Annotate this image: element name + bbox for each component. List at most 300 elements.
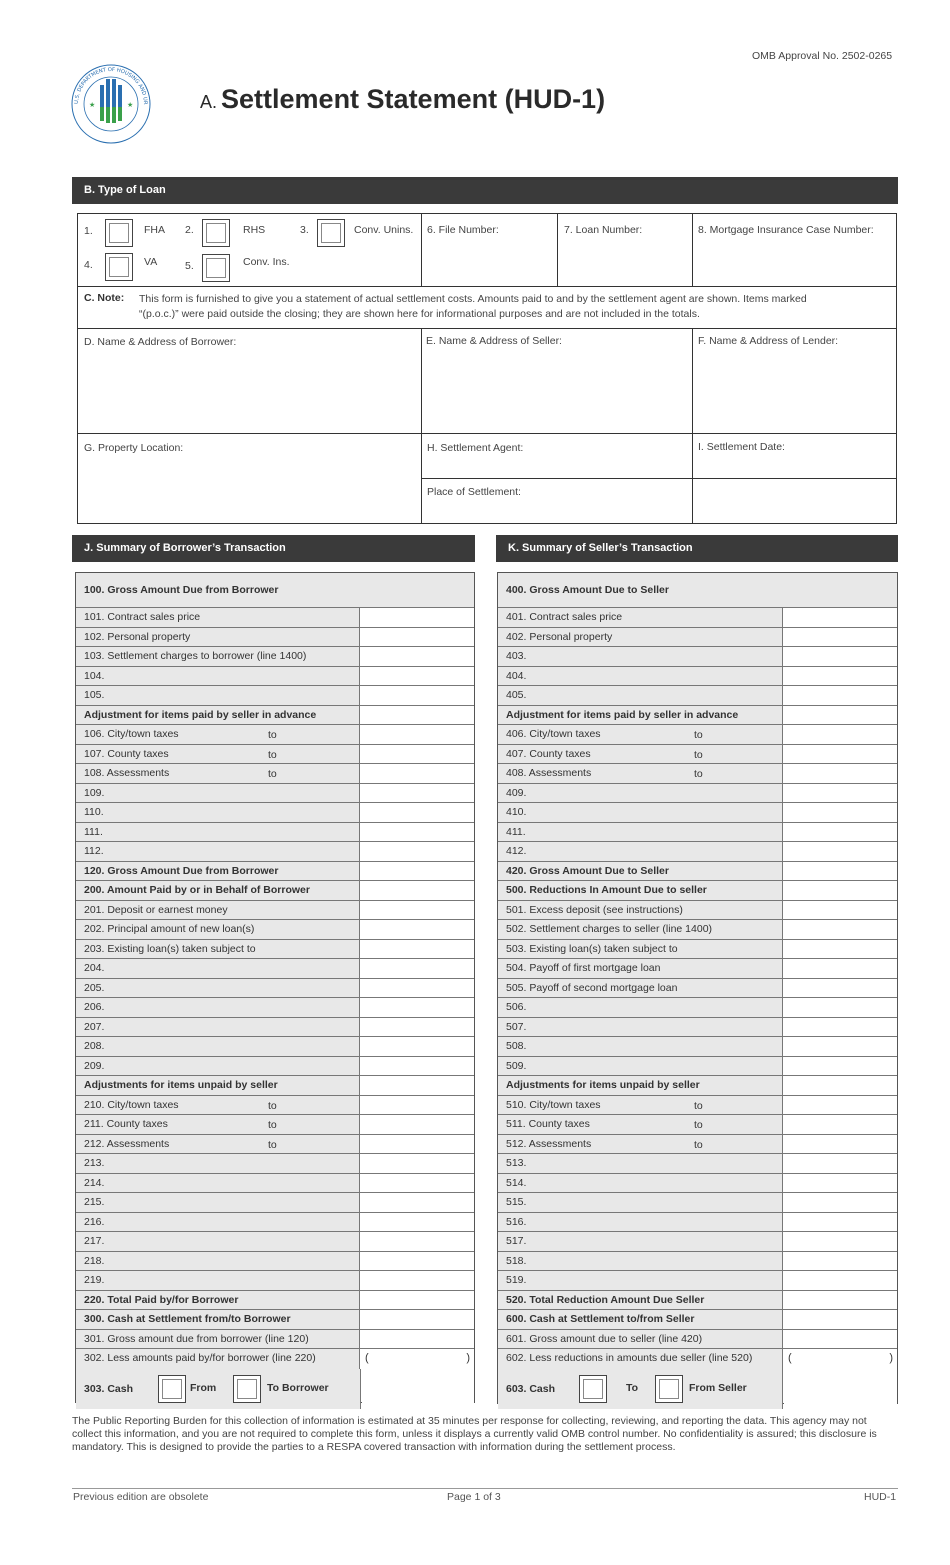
amount-field[interactable] (361, 1291, 474, 1310)
row-description: 401. Contract sales price (498, 608, 783, 627)
amount-field[interactable] (361, 764, 474, 783)
amount-field[interactable] (784, 1213, 897, 1232)
row-description: 602. Less reductions in amounts due seller (line 520) (498, 1349, 783, 1369)
cash-from-checkbox[interactable] (158, 1375, 186, 1403)
amount-field[interactable] (361, 1115, 474, 1134)
amount-field[interactable] (361, 1154, 474, 1173)
table-row (498, 628, 897, 648)
amount-field[interactable] (784, 628, 897, 647)
row-description: 500. Reductions In Amount Due to seller (498, 881, 783, 900)
table-row (76, 1232, 474, 1252)
borrower-summary-bar: J. Summary of Borrower’s Transaction (72, 535, 475, 562)
amount-field[interactable] (784, 920, 897, 939)
row-description: 204. (76, 959, 360, 978)
row-description: 518. (498, 1252, 783, 1271)
row-description: 220. Total Paid by/for Borrower (76, 1291, 360, 1310)
amount-field[interactable] (361, 1174, 474, 1193)
table-row (76, 706, 474, 726)
table-row (498, 901, 897, 921)
table-row (76, 1310, 474, 1330)
row-description: 300. Cash at Settlement from/to Borrower (76, 1310, 360, 1329)
fha-checkbox[interactable] (105, 219, 133, 247)
page-title (200, 84, 605, 115)
amount-field[interactable] (361, 862, 474, 881)
property-location-label: G. Property Location: (84, 442, 184, 454)
amount-field[interactable] (784, 784, 897, 803)
row-description: 405. (498, 686, 783, 705)
note-section (78, 287, 897, 329)
loan-option-num: 3. (300, 224, 309, 236)
row-description: 206. (76, 998, 360, 1017)
amount-field[interactable] (784, 979, 897, 998)
table-row (76, 647, 474, 667)
row-description: 519. (498, 1271, 783, 1290)
amount-field[interactable] (784, 1018, 897, 1037)
amount-field[interactable] (361, 1310, 474, 1329)
amount-field[interactable] (361, 1096, 474, 1115)
row-description: 200. Amount Paid by or in Behalf of Borrower (76, 881, 360, 900)
table-header: 100. Gross Amount Due from Borrower (76, 573, 474, 608)
amount-field[interactable] (784, 959, 897, 978)
table-row (498, 979, 897, 999)
amount-field[interactable] (784, 1037, 897, 1056)
amount-field[interactable] (784, 1057, 897, 1076)
loan-number-field[interactable] (558, 214, 693, 287)
row-description: 601. Gross amount due to seller (line 420) (498, 1330, 783, 1349)
amount-field[interactable] (784, 1310, 897, 1329)
settlement-date-field[interactable] (693, 434, 897, 479)
loan-option-num: 4. (84, 259, 93, 271)
table-row (76, 1330, 474, 1350)
amount-field[interactable] (361, 1213, 474, 1232)
table-row (76, 901, 474, 921)
row-description: 112. (76, 842, 360, 861)
loan-number-label: 7. Loan Number: (564, 224, 643, 236)
row-description: 110. (76, 803, 360, 822)
table-row (76, 1096, 474, 1116)
table-row (76, 1213, 474, 1233)
borrower-label: D. Name & Address of Borrower: (84, 336, 237, 348)
row-description: 209. (76, 1057, 360, 1076)
amount-field[interactable] (361, 1135, 474, 1154)
footer-form-id: HUD-1 (864, 1491, 897, 1503)
row-description: 202. Principal amount of new loan(s) (76, 920, 360, 939)
table-row (76, 823, 474, 843)
row-description: 215. (76, 1193, 360, 1212)
row-description: 506. (498, 998, 783, 1017)
burden-statement: The Public Reporting Burden for this collection of information is estimated at 35 minutes per response for collecting, reviewing, and reporting the data. This agency may not collect this information, and you are not required to complete this form, unless it displays a currently valid OMB control number. No confidentiality is assured; this disclosure is mandatory. This is designed to provide the parties to a RESPA covered transaction with information during the settlement process. (72, 1415, 877, 1453)
amount-field[interactable] (784, 1291, 897, 1310)
cash-to-checkbox[interactable] (579, 1375, 607, 1403)
lender-field[interactable] (693, 329, 897, 434)
row-description: Adjustments for items unpaid by seller (76, 1076, 360, 1095)
table-row (76, 745, 474, 765)
row-description: 412. (498, 842, 783, 861)
footer-divider (72, 1488, 898, 1489)
table-row (498, 1096, 897, 1116)
table-row (76, 920, 474, 940)
amount-field[interactable] (361, 706, 474, 725)
amount-field[interactable] (361, 1037, 474, 1056)
table-row (76, 803, 474, 823)
row-description: 513. (498, 1154, 783, 1173)
table-row (76, 608, 474, 628)
table-row (498, 959, 897, 979)
table-row (76, 1115, 474, 1135)
row-description: 409. (498, 784, 783, 803)
amount-field[interactable] (361, 1018, 474, 1037)
amount-field[interactable] (361, 940, 474, 959)
table-row (498, 784, 897, 804)
row-description: 510. City/town taxes (498, 1096, 783, 1115)
row-description: 101. Contract sales price (76, 608, 360, 627)
table-row (76, 667, 474, 687)
paren-close: ) (466, 1352, 470, 1364)
row-description: 420. Gross Amount Due to Seller (498, 862, 783, 881)
place-of-settlement-field[interactable] (422, 479, 693, 524)
amount-field[interactable] (784, 764, 897, 783)
row-description: 404. (498, 667, 783, 686)
table-row (498, 1018, 897, 1038)
conv-ins-label: Conv. Ins. (243, 256, 290, 268)
row-description: Adjustments for items unpaid by seller (498, 1076, 783, 1095)
table-row (76, 998, 474, 1018)
amount-field[interactable] (784, 1076, 897, 1095)
table-row (498, 842, 897, 862)
loan-info-box (77, 213, 897, 524)
table-row (76, 940, 474, 960)
row-description: 107. County taxes (76, 745, 360, 764)
amount-field[interactable] (361, 1252, 474, 1271)
seller-field[interactable] (422, 329, 693, 434)
amount-field[interactable] (784, 940, 897, 959)
footer-obsolete-note: Previous edition are obsolete (73, 1491, 209, 1503)
loan-option-num: 2. (185, 224, 194, 236)
row-description: 203. Existing loan(s) taken subject to (76, 940, 360, 959)
table-row (498, 686, 897, 706)
conv-ins-checkbox[interactable] (202, 254, 230, 282)
table-row (498, 1330, 897, 1350)
seal-text: U.S. DEPARTMENT OF HOUSING AND UR (73, 66, 149, 105)
row-description: 217. (76, 1232, 360, 1251)
table-row (498, 725, 897, 745)
table-row (76, 725, 474, 745)
row-description: 407. County taxes (498, 745, 783, 764)
row-description: 503. Existing loan(s) taken subject to (498, 940, 783, 959)
row-description: 504. Payoff of first mortgage loan (498, 959, 783, 978)
settlement-agent-field[interactable] (422, 434, 693, 479)
table-row (498, 881, 897, 901)
row-description: 104. (76, 667, 360, 686)
title-prefix: A. (200, 92, 218, 112)
date-range-to-label: to (268, 748, 277, 761)
row-description: 408. Assessments (498, 764, 783, 783)
amount-field[interactable] (361, 920, 474, 939)
table-row (76, 628, 474, 648)
table-row (498, 1154, 897, 1174)
table-row (76, 1271, 474, 1291)
amount-field[interactable] (361, 1349, 474, 1369)
amount-field[interactable] (361, 901, 474, 920)
table-row (498, 706, 897, 726)
amount-field[interactable] (784, 1096, 897, 1115)
table-row (76, 1349, 474, 1369)
borrower-summary-table (75, 572, 475, 1403)
table-row (498, 1076, 897, 1096)
amount-field[interactable] (361, 628, 474, 647)
amount-field[interactable] (784, 706, 897, 725)
property-location-field[interactable] (78, 434, 422, 524)
row-description: 512. Assessments (498, 1135, 783, 1154)
date-range-to-label: to (694, 768, 703, 780)
table-row (498, 764, 897, 784)
borrower-field[interactable] (78, 329, 422, 434)
amount-field[interactable] (784, 1232, 897, 1251)
table-row (498, 1232, 897, 1252)
svg-text:★: ★ (89, 101, 96, 109)
amount-field[interactable] (361, 686, 474, 705)
table-row (76, 1037, 474, 1057)
row-description: 514. (498, 1174, 783, 1193)
svg-text:★: ★ (127, 101, 134, 109)
table-row (498, 1193, 897, 1213)
amount-field[interactable] (361, 842, 474, 861)
row-description: 411. (498, 823, 783, 842)
row-description: 214. (76, 1174, 360, 1193)
settlement-agent-label: H. Settlement Agent: (427, 442, 524, 454)
table-row (76, 784, 474, 804)
table-row (76, 979, 474, 999)
date-range-to-label: to (694, 1119, 703, 1131)
va-checkbox[interactable] (105, 253, 133, 281)
type-of-loan-bar: B. Type of Loan (72, 177, 898, 204)
amount-field[interactable] (361, 979, 474, 998)
cash-from-seller-checkbox[interactable] (655, 1375, 683, 1403)
row-description: 511. County taxes (498, 1115, 783, 1134)
amount-field[interactable] (784, 881, 897, 900)
table-row (76, 959, 474, 979)
amount-field[interactable] (784, 686, 897, 705)
mortgage-case-field[interactable] (693, 214, 897, 287)
amount-field[interactable] (784, 1135, 897, 1154)
table-row (498, 920, 897, 940)
row-description: 213. (76, 1154, 360, 1173)
amount-field[interactable] (784, 803, 897, 822)
date-range-to-label: to (694, 748, 703, 761)
amount-field[interactable] (361, 647, 474, 666)
row-description: 219. (76, 1271, 360, 1290)
row-description: 509. (498, 1057, 783, 1076)
amount-field[interactable] (784, 1252, 897, 1271)
table-row (76, 1018, 474, 1038)
amount-field[interactable] (361, 608, 474, 627)
row-description: 301. Gross amount due from borrower (line 120) (76, 1330, 360, 1349)
table-row (498, 745, 897, 765)
amount-field[interactable] (361, 959, 474, 978)
amount-field[interactable] (361, 725, 474, 744)
seller-summary-table (497, 572, 898, 1404)
row-description: 516. (498, 1213, 783, 1232)
table-row (498, 1037, 897, 1057)
row-description: Adjustment for items paid by seller in advance (76, 706, 360, 725)
amount-field[interactable] (784, 1174, 897, 1193)
table-row (498, 1057, 897, 1077)
table-row (76, 1174, 474, 1194)
row-description: 505. Payoff of second mortgage loan (498, 979, 783, 998)
table-row (76, 1076, 474, 1096)
amount-field[interactable] (361, 1271, 474, 1290)
table-row (498, 998, 897, 1018)
amount-field[interactable] (361, 745, 474, 764)
table-row (498, 1252, 897, 1272)
row-description: Adjustment for items paid by seller in advance (498, 706, 783, 725)
table-row (76, 1135, 474, 1155)
amount-field[interactable] (784, 842, 897, 861)
amount-field[interactable] (784, 647, 897, 666)
row-description: 105. (76, 686, 360, 705)
va-label: VA (144, 256, 158, 268)
row-description: 205. (76, 979, 360, 998)
amount-field[interactable] (784, 823, 897, 842)
loan-option-num: 1. (84, 225, 93, 237)
loan-type-cell (78, 214, 422, 287)
date-range-to-label: to (268, 768, 277, 780)
row-description: 515. (498, 1193, 783, 1212)
seller-summary-bar: K. Summary of Seller’s Transaction (496, 535, 898, 562)
table-row (76, 862, 474, 882)
amount-field[interactable] (784, 1115, 897, 1134)
amount-field[interactable] (361, 823, 474, 842)
table-row (498, 647, 897, 667)
row-description: 103. Settlement charges to borrower (line 1400) (76, 647, 360, 666)
paren-open: ( (365, 1352, 369, 1364)
table-row (498, 1349, 897, 1369)
table-row (76, 1291, 474, 1311)
date-range-to-label: to (694, 729, 703, 741)
date-range-to-label: to (694, 1099, 703, 1112)
table-row (498, 940, 897, 960)
cash-amount-field[interactable] (784, 1369, 897, 1409)
conv-unins-checkbox[interactable] (317, 219, 345, 247)
file-number-field[interactable] (422, 214, 558, 287)
amount-field[interactable] (361, 803, 474, 822)
cash-to-borrower-checkbox[interactable] (233, 1375, 261, 1403)
cash-row (76, 1369, 474, 1409)
cash-to-label: To (626, 1381, 639, 1394)
cash-label: 603. Cash (506, 1382, 556, 1395)
paren-open: ( (788, 1352, 792, 1364)
row-description: 517. (498, 1232, 783, 1251)
amount-field[interactable] (361, 1330, 474, 1349)
table-row (498, 1174, 897, 1194)
row-description: 406. City/town taxes (498, 725, 783, 744)
table-row (76, 1057, 474, 1077)
row-description: 108. Assessments (76, 764, 360, 783)
conv-unins-label: Conv. Unins. (354, 224, 414, 236)
date-range-to-label: to (268, 1099, 277, 1112)
fha-label: FHA (144, 224, 165, 236)
amount-field[interactable] (361, 1232, 474, 1251)
table-row (498, 862, 897, 882)
file-number-label: 6. File Number: (427, 224, 499, 236)
table-row (76, 1252, 474, 1272)
loan-option-num: 5. (185, 260, 194, 272)
rhs-checkbox[interactable] (202, 219, 230, 247)
row-description: 211. County taxes (76, 1115, 360, 1134)
row-description: 109. (76, 784, 360, 803)
omb-approval: OMB Approval No. 2502-0265 (752, 50, 893, 62)
amount-field[interactable] (361, 784, 474, 803)
row-description: 402. Personal property (498, 628, 783, 647)
table-row (498, 1271, 897, 1291)
amount-field[interactable] (784, 901, 897, 920)
table-row (498, 1310, 897, 1330)
row-description: 302. Less amounts paid by/for borrower (line 220) (76, 1349, 360, 1369)
amount-field[interactable] (784, 667, 897, 686)
table-row (76, 1193, 474, 1213)
date-range-to-label: to (268, 1119, 277, 1131)
amount-field[interactable] (784, 1154, 897, 1173)
cash-from-seller-label: From Seller (689, 1381, 747, 1394)
amount-field[interactable] (784, 1330, 897, 1349)
row-description: 102. Personal property (76, 628, 360, 647)
date-range-to-label: to (694, 1138, 703, 1151)
amount-field[interactable] (784, 745, 897, 764)
amount-field[interactable] (361, 1193, 474, 1212)
mortgage-case-label: 8. Mortgage Insurance Case Number: (698, 224, 874, 236)
row-description: 508. (498, 1037, 783, 1056)
amount-field[interactable] (361, 1057, 474, 1076)
amount-field[interactable] (784, 725, 897, 744)
amount-field[interactable] (361, 1076, 474, 1095)
row-description: 212. Assessments (76, 1135, 360, 1154)
amount-field[interactable] (784, 1193, 897, 1212)
row-description: 120. Gross Amount Due from Borrower (76, 862, 360, 881)
row-description: 208. (76, 1037, 360, 1056)
row-description: 520. Total Reduction Amount Due Seller (498, 1291, 783, 1310)
table-row (76, 686, 474, 706)
row-description: 507. (498, 1018, 783, 1037)
amount-field[interactable] (361, 667, 474, 686)
table-row (498, 608, 897, 628)
date-range-to-label: to (268, 729, 277, 741)
settlement-date-label: I. Settlement Date: (698, 441, 785, 453)
rhs-label: RHS (243, 224, 266, 236)
amount-field[interactable] (784, 862, 897, 881)
note-label: C. Note: (84, 292, 125, 304)
row-description: 501. Excess deposit (see instructions) (498, 901, 783, 920)
table-row (498, 1291, 897, 1311)
amount-field[interactable] (361, 998, 474, 1017)
cash-amount-field[interactable] (362, 1369, 474, 1409)
amount-field[interactable] (784, 1271, 897, 1290)
row-description: 410. (498, 803, 783, 822)
amount-field[interactable] (784, 608, 897, 627)
title-text: Settlement Statement (HUD-1) (221, 84, 606, 114)
table-row (76, 764, 474, 784)
row-description: 210. City/town taxes (76, 1096, 360, 1115)
table-header: 400. Gross Amount Due to Seller (498, 573, 897, 608)
table-row (498, 667, 897, 687)
amount-field[interactable] (361, 881, 474, 900)
date-range-to-label: to (268, 1138, 277, 1151)
amount-field[interactable] (784, 1349, 897, 1369)
seller-label: E. Name & Address of Seller: (426, 335, 562, 347)
table-row (76, 1154, 474, 1174)
table-row (498, 1213, 897, 1233)
table-row (498, 1135, 897, 1155)
amount-field[interactable] (784, 998, 897, 1017)
